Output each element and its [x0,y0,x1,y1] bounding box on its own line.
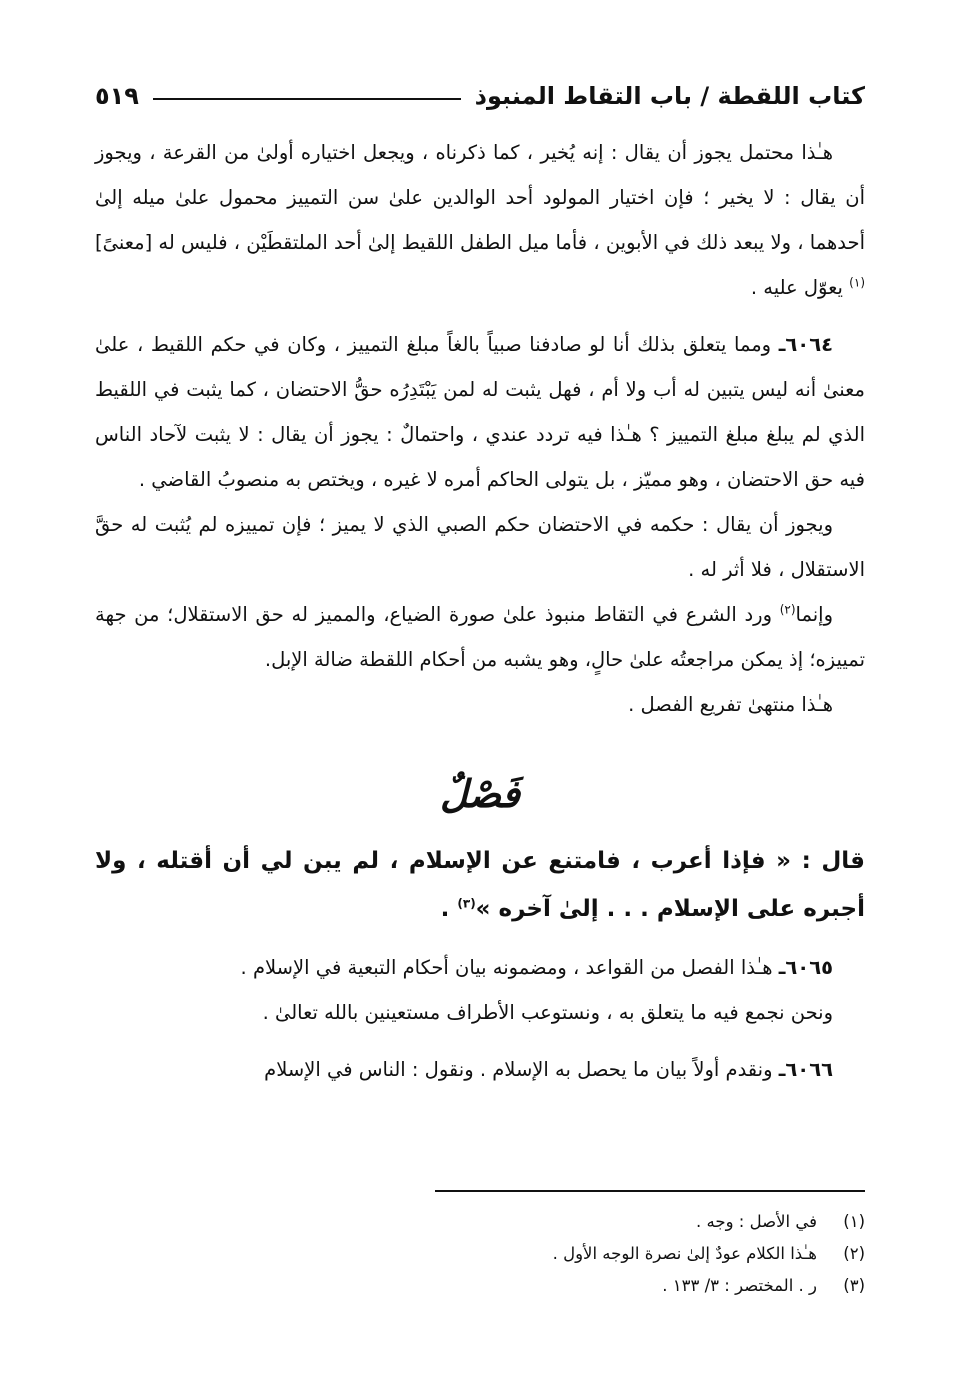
paragraph-3 [95,502,865,592]
paragraph-6 [95,945,865,990]
footnote-text: هـٰذا الكلام عودٌ إلىٰ نصرة الوجه الأول . [552,1244,817,1263]
footnote [95,1270,865,1302]
footnote-number: (١) [843,1212,865,1231]
section-heading [95,771,865,831]
paragraph-text: ونقدم أولاً بيان ما يحصل به الإسلام . ونقول : الناس في الإسلام [264,1058,779,1081]
paragraph-text: يعوّل عليه . [750,276,850,299]
footnote-ref: (٢) [779,602,796,617]
paragraph-text: هـٰذا محتمل يجوز أن يقال : إنه يُخير ، كما ذكرناه ، ويجعل اختياره أولىٰ من القرعة ، ويجوز أن يقال : لا يخير ؛ فإن اختيار المولود أحد الوالدين علىٰ سن التمييز محمول علىٰ ميله إلىٰ أحدهما ، ولا يبعد ذلك في الأبوين ، فأما ميل الطفل اللقيط إلىٰ أحد الملتقطَيْن ، فليس له [معنىً] [95,141,865,254]
paragraph-text: وإنما [795,603,833,626]
paragraph-text: ومما يتعلق بذلك أنا لو صادفنا صبياً بالغاً مبلغ التمييز ، وكان في حكم اللقيط ، علىٰ معنىٰ أنه ليس يتبين له أب ولا أم ، فهل يثبت له لمن يَبْتَدِرُه حقُّ الاحتضان ، كما يثبت في اللقيط الذي لم يبلغ مبلغ التمييز ؟ هـٰذا فيه تردد عندي ، واحتمالٌ : يجوز أن يقال : لا يثبت لآحاد الناس فيه حق الاحتضان ، وهو مميّز ، بل يتولى الحاكم أمره لا غيره ، ويختص به منصوبُ القاضي . [95,333,865,491]
page-number: ٥١٩ [95,82,139,110]
paragraph-7 [95,990,865,1035]
footnote-ref: (١) [849,275,865,290]
section-heading-text: فَصْلٌ [440,771,520,816]
paragraph-text: هـٰذا منتهىٰ تفريع الفصل . [628,693,833,716]
paragraph-2 [95,322,865,502]
paragraph-5 [95,682,865,727]
paragraph-number: ٦٠٦٤ـ [778,333,833,356]
footnote-divider [435,1190,865,1192]
paragraph-1 [95,130,865,310]
paragraph-text: هـٰذا الفصل من القواعد ، ومضمونه بيان أحكام التبعية في الإسلام . [240,956,779,979]
running-header [95,76,865,116]
paragraph-number: ٦٠٦٥ـ [778,956,833,979]
quote-text: قال : « فإذا أعرب ، فامتنع عن الإسلام ، لم يبن لي أن أقتله ، ولا أجبره على الإسلام . . . إلىٰ آخره » [95,848,865,922]
footnotes [95,1206,865,1302]
footnote-ref: (٣) [457,896,476,911]
header-rule [153,98,461,100]
paragraph-4 [95,592,865,682]
main-text [95,130,865,1092]
quoted-text [95,837,865,933]
quote-text: . [440,896,458,922]
paragraph-8 [95,1047,865,1092]
chapter-title: كتاب اللقطة / باب التقاط المنبوذ [474,82,865,110]
footnote-number: (٣) [843,1276,865,1295]
paragraph-number: ٦٠٦٦ـ [778,1058,833,1081]
footnote [95,1238,865,1270]
footnote-number: (٢) [843,1244,865,1263]
footnote [95,1206,865,1238]
footnote-text: في الأصل : وجه . [696,1212,817,1231]
paragraph-text: ورد الشرع في التقاط منبوذ علىٰ صورة الضياع، والمميز له حق الاستقلال؛ من جهة تمييزه؛ إذ يمكن مراجعتُه علىٰ حالٍ، وهو يشبه من أحكام اللقطة ضالة الإبل. [95,603,865,671]
paragraph-text: ونحن نجمع فيه ما يتعلق به ، ونستوعب الأطراف مستعينين بالله تعالىٰ . [262,1001,833,1024]
footnote-text: ر . المختصر : ٣/ ١٣٣ . [662,1276,817,1295]
paragraph-text: ويجوز أن يقال : حكمه في الاحتضان حكم الصبي الذي لا يميز ؛ فإن تمييزه لم يُثبت له حقَّ الاستقلال ، فلا أثر له . [95,513,865,581]
